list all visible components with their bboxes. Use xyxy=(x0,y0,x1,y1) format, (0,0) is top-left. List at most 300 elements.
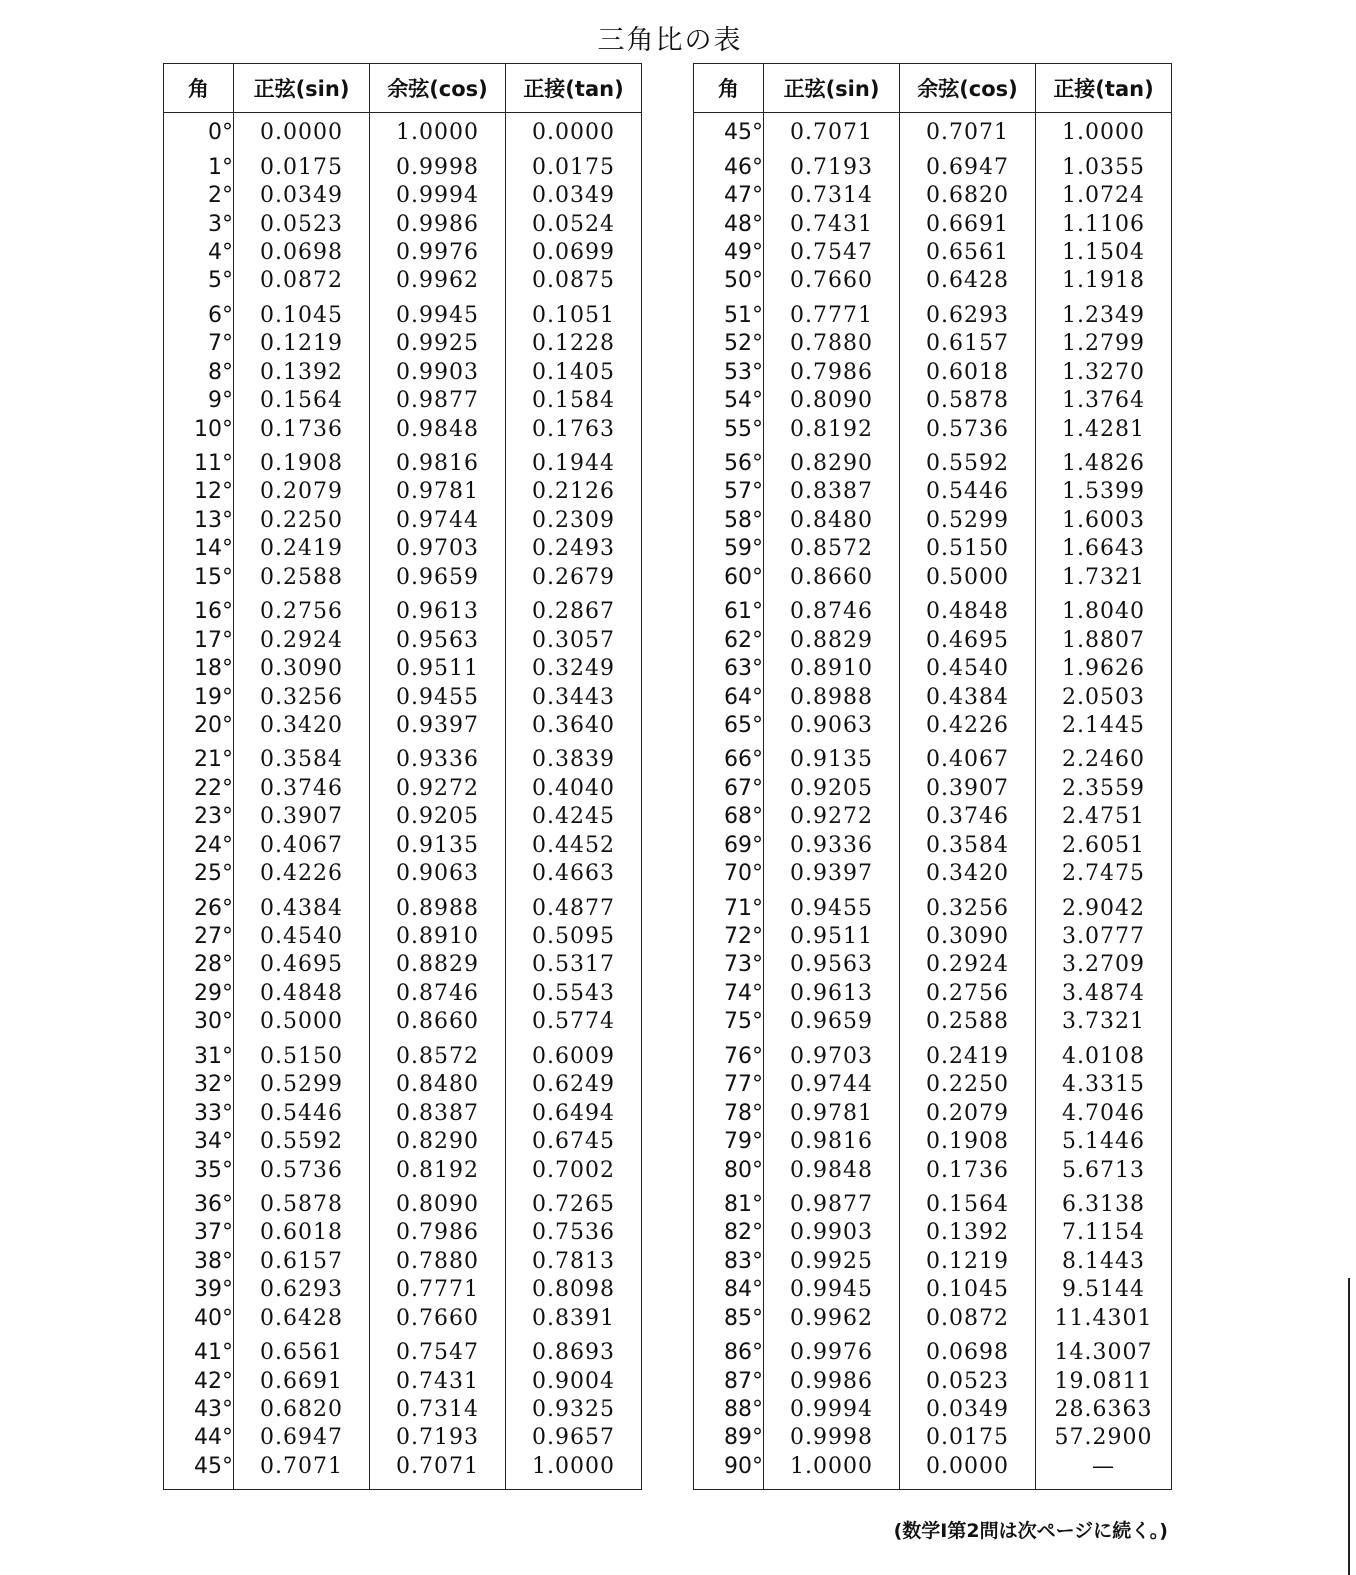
cos-cell: 0.0349 xyxy=(900,1396,1036,1424)
table-row xyxy=(164,1128,642,1156)
cos-cell: 0.5000 xyxy=(900,564,1036,592)
table-row xyxy=(164,1185,642,1219)
angle-cell: 13° xyxy=(164,507,234,535)
table-row xyxy=(164,1305,642,1333)
angle-cell: 59° xyxy=(694,535,764,563)
angle-cell: 53° xyxy=(694,359,764,387)
tan-cell: 0.7813 xyxy=(506,1248,642,1276)
sin-cell: 0.6157 xyxy=(234,1248,370,1276)
sin-cell: 0.8910 xyxy=(764,655,900,683)
table-row xyxy=(164,655,642,683)
table-row xyxy=(164,296,642,330)
cos-cell: 0.9877 xyxy=(370,387,506,415)
table-row xyxy=(164,444,642,478)
cos-cell: 0.2250 xyxy=(900,1071,1036,1099)
cos-cell: 0.5878 xyxy=(900,387,1036,415)
tan-cell: 2.0503 xyxy=(1036,683,1172,711)
tan-cell: 0.9004 xyxy=(506,1367,642,1395)
table-row xyxy=(694,564,1172,592)
tan-cell: 0.5095 xyxy=(506,923,642,951)
angle-cell: 54° xyxy=(694,387,764,415)
angle-cell: 25° xyxy=(164,860,234,888)
table-row xyxy=(164,832,642,860)
cos-cell: 0.9903 xyxy=(370,359,506,387)
table-row xyxy=(164,330,642,358)
cos-cell: 0.9613 xyxy=(370,592,506,626)
sin-cell: 0.5592 xyxy=(234,1128,370,1156)
angle-cell: 20° xyxy=(164,712,234,740)
sin-cell: 0.9336 xyxy=(764,832,900,860)
table-row xyxy=(694,507,1172,535)
angle-cell: 51° xyxy=(694,296,764,330)
angle-cell: 30° xyxy=(164,1008,234,1036)
tan-cell: 1.6643 xyxy=(1036,535,1172,563)
cos-cell: 0.6157 xyxy=(900,330,1036,358)
tan-cell: 0.0875 xyxy=(506,267,642,295)
tan-cell: 1.0355 xyxy=(1036,147,1172,181)
cos-cell: 0.6691 xyxy=(900,210,1036,238)
angle-cell: 47° xyxy=(694,182,764,210)
cos-cell: 0.7771 xyxy=(370,1276,506,1304)
tan-cell: 0.1944 xyxy=(506,444,642,478)
angle-cell: 38° xyxy=(164,1248,234,1276)
table-row xyxy=(694,683,1172,711)
sin-cell: 0.7193 xyxy=(764,147,900,181)
angle-cell: 34° xyxy=(164,1128,234,1156)
sin-cell: 0.2250 xyxy=(234,507,370,535)
table-row xyxy=(164,980,642,1008)
tan-cell: 1.0000 xyxy=(506,1453,642,1490)
tan-cell: 28.6363 xyxy=(1036,1396,1172,1424)
cos-cell: 0.1219 xyxy=(900,1248,1036,1276)
angle-cell: 45° xyxy=(164,1453,234,1490)
cos-cell: 1.0000 xyxy=(370,119,506,147)
angle-cell: 40° xyxy=(164,1305,234,1333)
cos-cell: 0.6561 xyxy=(900,239,1036,267)
cos-cell: 0.6947 xyxy=(900,147,1036,181)
table-row xyxy=(694,1333,1172,1367)
sin-cell: 0.9962 xyxy=(764,1305,900,1333)
table-row xyxy=(694,740,1172,774)
tan-cell: 0.0699 xyxy=(506,239,642,267)
sin-cell: 0.6428 xyxy=(234,1305,370,1333)
cos-cell: 0.1908 xyxy=(900,1128,1036,1156)
angle-cell: 1° xyxy=(164,147,234,181)
cos-cell: 0.0523 xyxy=(900,1367,1036,1395)
angle-cell: 81° xyxy=(694,1185,764,1219)
tan-cell: 1.2349 xyxy=(1036,296,1172,330)
table-row xyxy=(694,1396,1172,1424)
table-row xyxy=(694,923,1172,951)
angle-cell: 55° xyxy=(694,415,764,443)
tan-cell: 0.3839 xyxy=(506,740,642,774)
sin-cell: 0.6561 xyxy=(234,1333,370,1367)
cos-cell: 0.8480 xyxy=(370,1071,506,1099)
tan-cell: 1.0724 xyxy=(1036,182,1172,210)
trig-table-left xyxy=(163,63,642,1490)
sin-cell: 0.1736 xyxy=(234,415,370,443)
angle-cell: 67° xyxy=(694,775,764,803)
angle-cell: 82° xyxy=(694,1219,764,1247)
table-row xyxy=(164,1424,642,1452)
tan-cell: 4.7046 xyxy=(1036,1099,1172,1127)
angle-cell: 77° xyxy=(694,1071,764,1099)
sin-cell: 0.9563 xyxy=(764,951,900,979)
table-row xyxy=(694,1367,1172,1395)
tan-cell: 1.4826 xyxy=(1036,444,1172,478)
cos-cell: 0.9703 xyxy=(370,535,506,563)
angle-cell: 63° xyxy=(694,655,764,683)
angle-cell: 88° xyxy=(694,1396,764,1424)
sin-cell: 0.1219 xyxy=(234,330,370,358)
angle-cell: 2° xyxy=(164,182,234,210)
tan-cell: 0.3443 xyxy=(506,683,642,711)
sin-cell: 0.9063 xyxy=(764,712,900,740)
table-row xyxy=(164,1453,642,1490)
tan-cell: 0.5774 xyxy=(506,1008,642,1036)
table-row xyxy=(164,951,642,979)
angle-cell: 72° xyxy=(694,923,764,951)
cos-cell: 0.9848 xyxy=(370,415,506,443)
table-row xyxy=(164,923,642,951)
tan-cell: 1.4281 xyxy=(1036,415,1172,443)
cos-cell: 0.3420 xyxy=(900,860,1036,888)
angle-cell: 79° xyxy=(694,1128,764,1156)
sin-cell: 0.1564 xyxy=(234,387,370,415)
angle-cell: 28° xyxy=(164,951,234,979)
table-row xyxy=(694,1037,1172,1071)
sin-cell: 0.5446 xyxy=(234,1099,370,1127)
sin-cell: 0.0523 xyxy=(234,210,370,238)
table-row xyxy=(694,1219,1172,1247)
tan-cell: 0.0175 xyxy=(506,147,642,181)
angle-cell: 87° xyxy=(694,1367,764,1395)
sin-cell: 0.6691 xyxy=(234,1367,370,1395)
cos-cell: 0.2924 xyxy=(900,951,1036,979)
cos-cell: 0.8660 xyxy=(370,1008,506,1036)
sin-cell: 0.9781 xyxy=(764,1099,900,1127)
sin-cell: 0.7071 xyxy=(764,119,900,147)
cos-cell: 0.8387 xyxy=(370,1099,506,1127)
cos-cell: 0.8746 xyxy=(370,980,506,1008)
angle-cell: 44° xyxy=(164,1424,234,1452)
angle-cell: 43° xyxy=(164,1396,234,1424)
angle-cell: 4° xyxy=(164,239,234,267)
cos-cell: 0.9336 xyxy=(370,740,506,774)
tan-cell: 0.3057 xyxy=(506,626,642,654)
angle-cell: 21° xyxy=(164,740,234,774)
tan-cell: 3.0777 xyxy=(1036,923,1172,951)
tan-cell: 2.7475 xyxy=(1036,860,1172,888)
sin-cell: 1.0000 xyxy=(764,1453,900,1490)
sin-cell: 0.1045 xyxy=(234,296,370,330)
sin-cell: 0.9703 xyxy=(764,1037,900,1071)
cos-cell: 0.8090 xyxy=(370,1185,506,1219)
angle-cell: 29° xyxy=(164,980,234,1008)
cos-cell: 0.2419 xyxy=(900,1037,1036,1071)
table-row xyxy=(164,860,642,888)
sin-cell: 0.9613 xyxy=(764,980,900,1008)
sin-cell: 0.4067 xyxy=(234,832,370,860)
header-sin: 正弦(sin) xyxy=(234,64,370,113)
sin-cell: 0.8660 xyxy=(764,564,900,592)
sin-cell: 0.3420 xyxy=(234,712,370,740)
sin-cell: 0.9877 xyxy=(764,1185,900,1219)
sin-cell: 0.5736 xyxy=(234,1156,370,1184)
cos-cell: 0.9986 xyxy=(370,210,506,238)
tan-cell: 0.0349 xyxy=(506,182,642,210)
sin-cell: 0.8746 xyxy=(764,592,900,626)
tan-cell: 0.7265 xyxy=(506,1185,642,1219)
tan-cell: 4.3315 xyxy=(1036,1071,1172,1099)
table-row xyxy=(164,626,642,654)
sin-cell: 0.4848 xyxy=(234,980,370,1008)
cos-cell: 0.1564 xyxy=(900,1185,1036,1219)
angle-cell: 42° xyxy=(164,1367,234,1395)
tan-cell: 1.3764 xyxy=(1036,387,1172,415)
tan-cell: 0.1228 xyxy=(506,330,642,358)
angle-cell: 58° xyxy=(694,507,764,535)
sin-cell: 0.9397 xyxy=(764,860,900,888)
cos-cell: 0.9816 xyxy=(370,444,506,478)
header-row xyxy=(164,64,642,113)
angle-cell: 41° xyxy=(164,1333,234,1367)
sin-cell: 0.9945 xyxy=(764,1276,900,1304)
angle-cell: 78° xyxy=(694,1099,764,1127)
table-row xyxy=(164,740,642,774)
tan-cell: 2.2460 xyxy=(1036,740,1172,774)
sin-cell: 0.6018 xyxy=(234,1219,370,1247)
sin-cell: 0.5299 xyxy=(234,1071,370,1099)
angle-cell: 32° xyxy=(164,1071,234,1099)
sin-cell: 0.9998 xyxy=(764,1424,900,1452)
angle-cell: 33° xyxy=(164,1099,234,1127)
sin-cell: 0.4226 xyxy=(234,860,370,888)
header-cos: 余弦(cos) xyxy=(900,64,1036,113)
table-row xyxy=(164,1008,642,1036)
angle-cell: 49° xyxy=(694,239,764,267)
sin-cell: 0.6947 xyxy=(234,1424,370,1452)
tan-cell: 0.2309 xyxy=(506,507,642,535)
table-row xyxy=(164,1037,642,1071)
sin-cell: 0.2419 xyxy=(234,535,370,563)
table-row xyxy=(164,1367,642,1395)
sin-cell: 0.1908 xyxy=(234,444,370,478)
cos-cell: 0.2079 xyxy=(900,1099,1036,1127)
angle-cell: 73° xyxy=(694,951,764,979)
table-row xyxy=(164,210,642,238)
table-row xyxy=(694,1099,1172,1127)
angle-cell: 5° xyxy=(164,267,234,295)
tan-cell: 0.2679 xyxy=(506,564,642,592)
sin-cell: 0.9816 xyxy=(764,1128,900,1156)
table-row xyxy=(694,832,1172,860)
table-row xyxy=(694,1156,1172,1184)
sin-cell: 0.7431 xyxy=(764,210,900,238)
table-row xyxy=(694,1305,1172,1333)
cos-cell: 0.3256 xyxy=(900,888,1036,922)
cos-cell: 0.3090 xyxy=(900,923,1036,951)
tan-cell: 1.5399 xyxy=(1036,478,1172,506)
tan-cell: 19.0811 xyxy=(1036,1367,1172,1395)
continuation-note: (数学Ⅰ第2問は次ページに続く。) xyxy=(893,1520,1168,1542)
cos-cell: 0.0000 xyxy=(900,1453,1036,1490)
table-row xyxy=(694,1185,1172,1219)
angle-cell: 46° xyxy=(694,147,764,181)
sin-cell: 0.8090 xyxy=(764,387,900,415)
angle-cell: 61° xyxy=(694,592,764,626)
angle-cell: 39° xyxy=(164,1276,234,1304)
sin-cell: 0.9205 xyxy=(764,775,900,803)
angle-cell: 35° xyxy=(164,1156,234,1184)
cos-cell: 0.1392 xyxy=(900,1219,1036,1247)
table-row xyxy=(694,1008,1172,1036)
cos-cell: 0.2588 xyxy=(900,1008,1036,1036)
table-row xyxy=(694,387,1172,415)
table-row xyxy=(694,330,1172,358)
angle-cell: 56° xyxy=(694,444,764,478)
table-row xyxy=(164,1248,642,1276)
sin-cell: 0.3584 xyxy=(234,740,370,774)
tan-cell: 0.4245 xyxy=(506,803,642,831)
tan-cell: 1.8040 xyxy=(1036,592,1172,626)
cos-cell: 0.9563 xyxy=(370,626,506,654)
sin-cell: 0.7986 xyxy=(764,359,900,387)
cos-cell: 0.9998 xyxy=(370,147,506,181)
table-row xyxy=(694,119,1172,147)
tan-cell: 14.3007 xyxy=(1036,1333,1172,1367)
angle-cell: 52° xyxy=(694,330,764,358)
cos-cell: 0.4540 xyxy=(900,655,1036,683)
tan-cell: 0.4877 xyxy=(506,888,642,922)
cos-cell: 0.7431 xyxy=(370,1367,506,1395)
cos-cell: 0.9744 xyxy=(370,507,506,535)
table-row xyxy=(164,387,642,415)
tan-cell: 1.8807 xyxy=(1036,626,1172,654)
angle-cell: 8° xyxy=(164,359,234,387)
cos-cell: 0.0872 xyxy=(900,1305,1036,1333)
angle-cell: 76° xyxy=(694,1037,764,1071)
angle-cell: 90° xyxy=(694,1453,764,1490)
cos-cell: 0.8572 xyxy=(370,1037,506,1071)
cos-cell: 0.4067 xyxy=(900,740,1036,774)
table-row xyxy=(164,507,642,535)
tan-cell: 1.3270 xyxy=(1036,359,1172,387)
sin-cell: 0.3746 xyxy=(234,775,370,803)
table-row xyxy=(694,860,1172,888)
tan-cell: 0.1051 xyxy=(506,296,642,330)
angle-cell: 24° xyxy=(164,832,234,860)
sin-cell: 0.0175 xyxy=(234,147,370,181)
header-tan: 正接(tan) xyxy=(506,64,642,113)
header-angle: 角 xyxy=(694,64,764,113)
angle-cell: 27° xyxy=(164,923,234,951)
table-row xyxy=(164,239,642,267)
tan-cell: 11.4301 xyxy=(1036,1305,1172,1333)
cos-cell: 0.7547 xyxy=(370,1333,506,1367)
angle-cell: 11° xyxy=(164,444,234,478)
angle-cell: 60° xyxy=(694,564,764,592)
sin-cell: 0.9976 xyxy=(764,1333,900,1367)
cos-cell: 0.9397 xyxy=(370,712,506,740)
sin-cell: 0.3090 xyxy=(234,655,370,683)
cos-cell: 0.5592 xyxy=(900,444,1036,478)
cos-cell: 0.7986 xyxy=(370,1219,506,1247)
tan-cell: 3.7321 xyxy=(1036,1008,1172,1036)
angle-cell: 50° xyxy=(694,267,764,295)
angle-cell: 71° xyxy=(694,888,764,922)
header-angle: 角 xyxy=(164,64,234,113)
tan-cell: 0.9657 xyxy=(506,1424,642,1452)
table-row xyxy=(694,535,1172,563)
sin-cell: 0.2756 xyxy=(234,592,370,626)
sin-cell: 0.4540 xyxy=(234,923,370,951)
cos-cell: 0.8192 xyxy=(370,1156,506,1184)
sin-cell: 0.7547 xyxy=(764,239,900,267)
angle-cell: 9° xyxy=(164,387,234,415)
angle-cell: 75° xyxy=(694,1008,764,1036)
sin-cell: 0.5150 xyxy=(234,1037,370,1071)
cos-cell: 0.9945 xyxy=(370,296,506,330)
cos-cell: 0.6820 xyxy=(900,182,1036,210)
tan-cell: — xyxy=(1036,1453,1172,1490)
sin-cell: 0.7314 xyxy=(764,182,900,210)
cos-cell: 0.8910 xyxy=(370,923,506,951)
table-row xyxy=(164,1099,642,1127)
table-row xyxy=(694,444,1172,478)
angle-cell: 66° xyxy=(694,740,764,774)
sin-cell: 0.1392 xyxy=(234,359,370,387)
cos-cell: 0.4848 xyxy=(900,592,1036,626)
table-row xyxy=(164,1219,642,1247)
angle-cell: 12° xyxy=(164,478,234,506)
table-row xyxy=(694,1128,1172,1156)
table-row xyxy=(164,564,642,592)
tan-cell: 5.1446 xyxy=(1036,1128,1172,1156)
tan-cell: 3.2709 xyxy=(1036,951,1172,979)
trig-table-right xyxy=(693,63,1172,1490)
angle-cell: 23° xyxy=(164,803,234,831)
tan-cell: 1.1504 xyxy=(1036,239,1172,267)
sin-cell: 0.2924 xyxy=(234,626,370,654)
angle-cell: 84° xyxy=(694,1276,764,1304)
tan-cell: 2.6051 xyxy=(1036,832,1172,860)
cos-cell: 0.0698 xyxy=(900,1333,1036,1367)
sin-cell: 0.9903 xyxy=(764,1219,900,1247)
table-row xyxy=(164,803,642,831)
tan-cell: 0.3640 xyxy=(506,712,642,740)
cos-cell: 0.9272 xyxy=(370,775,506,803)
cos-cell: 0.7193 xyxy=(370,1424,506,1452)
sin-cell: 0.9986 xyxy=(764,1367,900,1395)
angle-cell: 69° xyxy=(694,832,764,860)
angle-cell: 80° xyxy=(694,1156,764,1184)
table-row xyxy=(164,415,642,443)
tan-cell: 0.0524 xyxy=(506,210,642,238)
table-row xyxy=(694,210,1172,238)
tan-cell: 2.9042 xyxy=(1036,888,1172,922)
cos-cell: 0.1736 xyxy=(900,1156,1036,1184)
angle-cell: 64° xyxy=(694,683,764,711)
table-row xyxy=(694,1453,1172,1490)
table-row xyxy=(694,655,1172,683)
tan-cell: 1.1106 xyxy=(1036,210,1172,238)
table-row xyxy=(164,683,642,711)
sin-cell: 0.4695 xyxy=(234,951,370,979)
tan-cell: 0.7536 xyxy=(506,1219,642,1247)
tan-cell: 3.4874 xyxy=(1036,980,1172,1008)
tan-cell: 7.1154 xyxy=(1036,1219,1172,1247)
